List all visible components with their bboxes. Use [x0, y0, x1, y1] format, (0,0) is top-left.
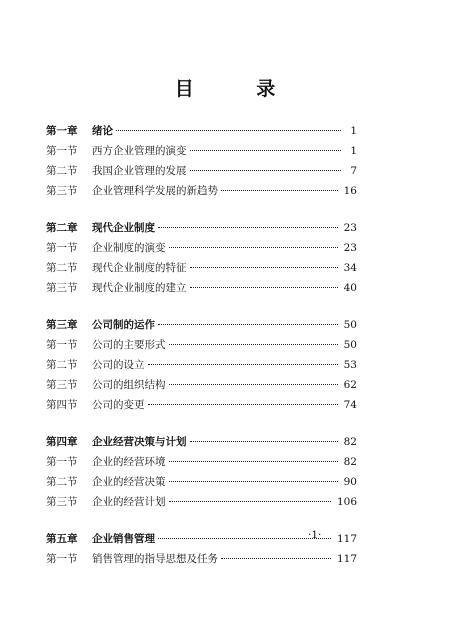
section-title: 现代企业制度的特征: [92, 262, 187, 274]
page-ref: 117: [336, 553, 357, 565]
toc-section-entry: [46, 472, 357, 492]
dot-leader: [158, 538, 331, 539]
chapter-number: 第五章: [46, 533, 78, 545]
section-number: 第四节: [46, 399, 78, 411]
toc-section-entry: [46, 355, 357, 375]
dot-leader: [116, 130, 341, 131]
section-number: 第二节: [46, 476, 78, 488]
toc-section-entry: [46, 492, 357, 512]
section-title: 企业的经营环境: [92, 456, 166, 468]
page-ref: 23: [343, 222, 357, 234]
toc-section-entry: [46, 161, 357, 181]
section-number: 第三节: [46, 496, 78, 508]
page-ref: 7: [350, 165, 357, 177]
toc-chapter: [46, 121, 357, 201]
page-ref: 1: [350, 145, 357, 157]
section-title: 企业的经营决策: [92, 476, 166, 488]
dot-leader: [148, 404, 338, 405]
dot-leader: [190, 441, 338, 442]
dot-leader: [190, 287, 338, 288]
section-title: 销售管理的指导思想及任务: [92, 553, 218, 565]
toc-section-entry: [46, 258, 357, 278]
page-ref: 53: [343, 359, 357, 371]
toc-section-entry: [46, 335, 357, 355]
toc-section-entry: [46, 238, 357, 258]
page-ref: 40: [343, 282, 357, 294]
section-title: 企业制度的演变: [92, 242, 166, 254]
page-ref: 90: [343, 476, 357, 488]
dot-leader: [190, 170, 342, 171]
dot-leader: [169, 384, 338, 385]
section-title: 公司的设立: [92, 359, 145, 371]
section-number: 第三节: [46, 282, 78, 294]
section-number: 第二节: [46, 262, 78, 274]
toc-chapter-entry: [46, 121, 357, 141]
toc-section-entry: [46, 181, 357, 201]
dot-leader: [158, 324, 338, 325]
chapter-number: 第一章: [46, 125, 78, 137]
toc-section-entry: [46, 278, 357, 298]
page-ref: 1: [350, 125, 357, 137]
section-number: 第一节: [46, 145, 78, 157]
dot-leader: [169, 461, 338, 462]
toc-chapter-entry: [46, 432, 357, 452]
toc-section-entry: [46, 141, 357, 161]
chapter-title: 现代企业制度: [92, 222, 155, 234]
toc-section-entry: [46, 452, 357, 472]
page-number: ·1·: [308, 529, 322, 541]
section-title: 公司的组织结构: [92, 379, 166, 391]
dot-leader: [158, 227, 338, 228]
toc-section-entry: [46, 549, 357, 569]
toc-chapter: [46, 218, 357, 298]
dot-leader: [148, 364, 338, 365]
page-ref: 62: [343, 379, 357, 391]
page-ref: 82: [343, 436, 357, 448]
toc-chapter: [46, 432, 357, 512]
section-number: 第一节: [46, 339, 78, 351]
section-title: 西方企业管理的演变: [92, 145, 187, 157]
section-number: 第一节: [46, 456, 78, 468]
toc-section-entry: [46, 375, 357, 395]
section-title: 企业管理科学发展的新趋势: [92, 185, 218, 197]
section-number: 第三节: [46, 185, 78, 197]
page-ref: 16: [343, 185, 357, 197]
section-title: 现代企业制度的建立: [92, 282, 187, 294]
chapter-title: 绪论: [92, 125, 113, 137]
page-ref: 23: [343, 242, 357, 254]
section-number: 第三节: [46, 379, 78, 391]
dot-leader: [221, 558, 331, 559]
toc-chapter: [46, 315, 357, 415]
page-title: 目 录: [174, 78, 304, 100]
dot-leader: [221, 190, 338, 191]
section-title: 企业的经营计划: [92, 496, 166, 508]
page-ref: 82: [343, 456, 357, 468]
chapter-number: 第二章: [46, 222, 78, 234]
section-number: 第二节: [46, 359, 78, 371]
page-ref: 106: [336, 496, 357, 508]
page-ref: 74: [343, 399, 357, 411]
table-of-contents: [46, 121, 357, 586]
chapter-number: 第四章: [46, 436, 78, 448]
section-number: 第二节: [46, 165, 78, 177]
toc-chapter-entry: [46, 218, 357, 238]
dot-leader: [169, 344, 338, 345]
chapter-title: 企业销售管理: [92, 533, 155, 545]
section-number: 第一节: [46, 242, 78, 254]
toc-chapter-entry: [46, 315, 357, 335]
section-title: 我国企业管理的发展: [92, 165, 187, 177]
dot-leader: [190, 150, 342, 151]
chapter-number: 第三章: [46, 319, 78, 331]
chapter-title: 企业经营决策与计划: [92, 436, 187, 448]
page-ref: 50: [343, 319, 357, 331]
dot-leader: [169, 501, 331, 502]
dot-leader: [169, 481, 338, 482]
chapter-title: 公司制的运作: [92, 319, 155, 331]
section-number: 第一节: [46, 553, 78, 565]
section-title: 公司的变更: [92, 399, 145, 411]
page-ref: 34: [343, 262, 357, 274]
page-ref: 117: [336, 533, 357, 545]
page-ref: 50: [343, 339, 357, 351]
dot-leader: [169, 247, 338, 248]
dot-leader: [190, 267, 338, 268]
toc-section-entry: [46, 395, 357, 415]
section-title: 公司的主要形式: [92, 339, 166, 351]
